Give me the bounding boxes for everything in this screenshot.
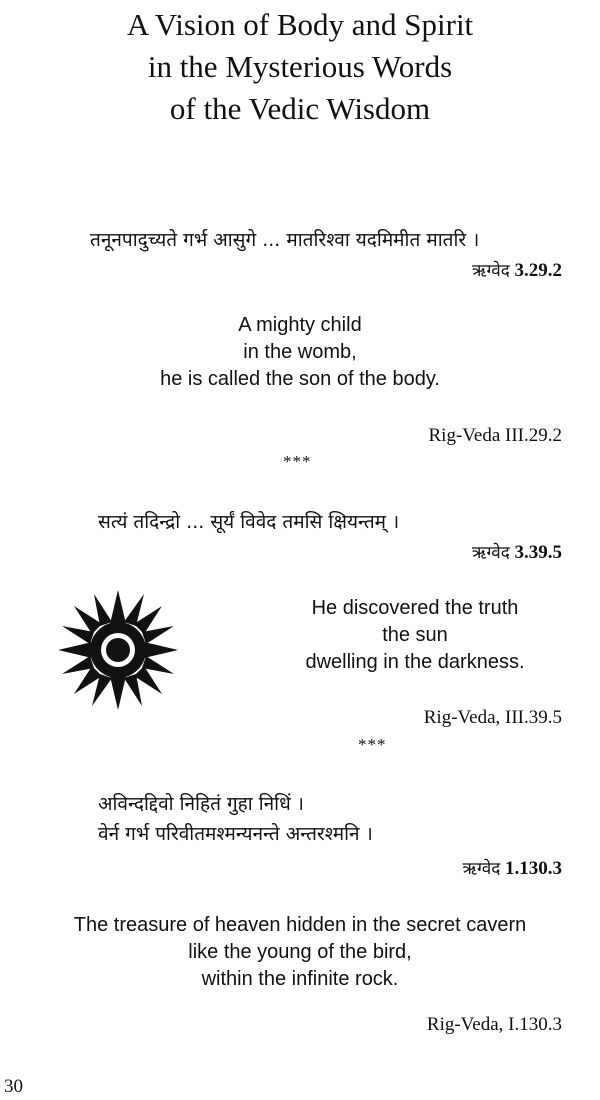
sanskrit-verse: वेर्न गर्भ परिवीतमश्मन्यनन्ते अन्तरश्मनि । [98, 823, 373, 845]
separator: *** [358, 735, 387, 754]
title-line: A Vision of Body and Spirit [126, 7, 474, 42]
translation [290, 595, 540, 676]
translation-line: within the infinite rock. [201, 968, 399, 990]
translation-line: A mighty child [238, 314, 362, 336]
veda-reference [462, 856, 562, 880]
sanskrit-verse: अविन्दद्दिवो निहितं गुहा निधिं । [98, 793, 305, 815]
veda-name: ऋग्वेद [462, 859, 501, 879]
sanskrit-verse: सत्यं तदिन्द्रो ... सूर्यं विवेद तमसि क्षियन्तम् । [98, 511, 400, 533]
translation-line: He discovered the truth [311, 597, 519, 619]
title-line: of the Vedic Wisdom [169, 91, 431, 126]
separator: *** [283, 452, 312, 471]
translation-line: the sun [382, 624, 448, 646]
translation [0, 912, 600, 993]
veda-reference [472, 540, 562, 564]
source-citation: Rig-Veda, III.39.5 [423, 707, 562, 728]
veda-reference [472, 258, 562, 282]
translation [0, 312, 600, 393]
translation-line: dwelling in the darkness. [305, 651, 525, 673]
veda-name: ऋग्वेद [471, 543, 510, 563]
veda-number: 1.130.3 [505, 858, 562, 879]
translation-line: in the womb, [243, 341, 357, 363]
veda-name: ऋग्वेद [471, 261, 510, 281]
page-number: 30 [4, 1076, 23, 1097]
sun-icon [56, 588, 180, 712]
veda-number: 3.39.5 [514, 542, 562, 563]
sanskrit-verse: तनूनपादुच्यते गर्भ आसुगे ... मातरिश्वा यदमिमीत मातरि । [90, 229, 480, 251]
translation-line: he is called the son of the body. [160, 368, 440, 390]
translation-line: The treasure of heaven hidden in the secret cavern [73, 914, 527, 936]
page-title [0, 4, 600, 130]
source-citation: Rig-Veda, I.130.3 [426, 1014, 562, 1035]
translation-line: like the young of the bird, [188, 941, 412, 963]
source-citation: Rig-Veda III.29.2 [428, 425, 562, 446]
veda-number: 3.29.2 [514, 260, 562, 281]
title-line: in the Mysterious Words [147, 49, 453, 84]
